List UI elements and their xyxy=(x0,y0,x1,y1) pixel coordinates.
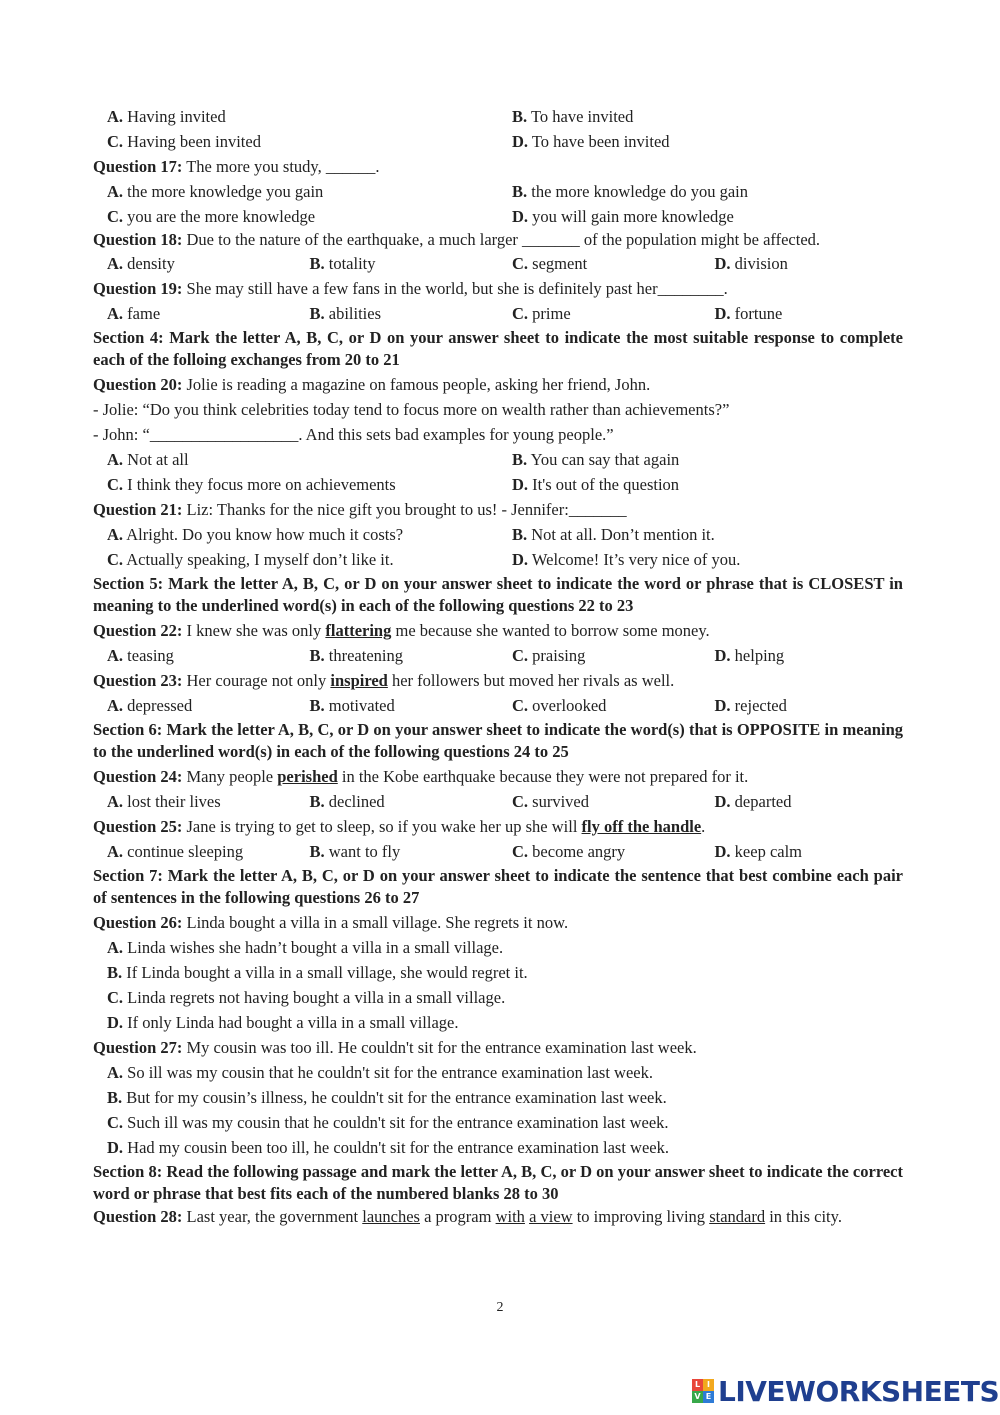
q23-option-c[interactable]: C. overlooked xyxy=(512,696,607,715)
q17-options-row-1 xyxy=(93,179,903,204)
q17-option-c[interactable]: C. you are the more knowledge xyxy=(107,207,316,226)
q27-option-c-row xyxy=(93,1110,903,1135)
q21-option-a[interactable]: A. Alright. Do you know how much it costs? xyxy=(107,525,404,544)
liveworksheets-logo xyxy=(692,1374,999,1408)
q27-option-d-row xyxy=(93,1135,903,1160)
q21-option-d[interactable]: D. Welcome! It’s very nice of you. xyxy=(512,550,741,569)
q27-option-b[interactable]: B. But for my cousin’s illness, he couldn't sit for the entrance examination last week. xyxy=(107,1088,667,1107)
q17-option-d[interactable]: D. you will gain more knowledge xyxy=(512,207,734,226)
q27-option-d[interactable]: D. Had my cousin been too ill, he couldn't sit for the entrance examination last week. xyxy=(107,1138,669,1157)
q22-option-c[interactable]: C. praising xyxy=(512,646,586,665)
q24-option-a[interactable]: A. lost their lives xyxy=(107,792,221,811)
q18-option-d[interactable]: D. division xyxy=(714,254,788,273)
q26-option-b-row xyxy=(93,960,903,985)
question-18: Question 18: Due to the nature of the earthquake, a much larger _______ of the population might be affected. xyxy=(93,230,821,249)
q25-option-b[interactable]: B. want to fly xyxy=(309,842,401,861)
q21-option-b[interactable]: B. Not at all. Don’t mention it. xyxy=(512,525,715,544)
q24-option-d[interactable]: D. departed xyxy=(714,792,792,811)
q26-option-b[interactable]: B. If Linda bought a villa in a small village, she would regret it. xyxy=(107,963,528,982)
q26-option-c[interactable]: C. Linda regrets not having bought a villa in a small village. xyxy=(107,988,506,1007)
q17-options-row-2 xyxy=(93,204,903,229)
q19-option-a[interactable]: A. fame xyxy=(107,304,161,323)
q23-options xyxy=(93,693,903,718)
q27-option-b-row xyxy=(93,1085,903,1110)
q25-option-a[interactable]: A. continue sleeping xyxy=(107,842,244,861)
logo-mark-l: L xyxy=(692,1379,703,1391)
question-17: Question 17: The more you study, ______. xyxy=(93,157,380,176)
q23-option-d[interactable]: D. rejected xyxy=(714,696,787,715)
question-25: Question 25: Jane is trying to get to sleep, so if you wake her up she will fly off the handle. xyxy=(93,817,706,836)
question-21: Question 21: Liz: Thanks for the nice gift you brought to us! - Jennifer:_______ xyxy=(93,500,627,519)
question-27: Question 27: My cousin was too ill. He couldn't sit for the entrance examination last week. xyxy=(93,1038,697,1057)
q25-options xyxy=(93,839,903,864)
q20-john-line: - John: “__________________. And this sets bad examples for young people.” xyxy=(93,425,614,444)
q22-option-a[interactable]: A. teasing xyxy=(107,646,174,665)
question-20: Question 20: Jolie is reading a magazine on famous people, asking her friend, John. xyxy=(93,375,651,394)
q20-options-row-2 xyxy=(93,472,903,497)
q27-option-c[interactable]: C. Such ill was my cousin that he couldn't sit for the entrance examination last week. xyxy=(107,1113,669,1132)
q16-option-b[interactable]: B. To have invited xyxy=(512,107,634,126)
q25-option-d[interactable]: D. keep calm xyxy=(714,842,803,861)
section-5-heading: Section 5: Mark the letter A, B, C, or D on your answer sheet to indicate the word or phrase that is CLOSEST in meaning to the underlined word(s) in each of the following questions 22 to 23 xyxy=(93,574,903,615)
q18-option-a[interactable]: A. density xyxy=(107,254,175,273)
q27-option-a-row xyxy=(93,1060,903,1085)
q23-option-a[interactable]: A. depressed xyxy=(107,696,193,715)
q20-option-d[interactable]: D. It's out of the question xyxy=(512,475,680,494)
q17-option-b[interactable]: B. the more knowledge do you gain xyxy=(512,182,749,201)
logo-mark-i: I xyxy=(703,1379,714,1391)
section-8-heading: Section 8: Read the following passage and mark the letter A, B, C, or D on your answer sheet to indicate the correct word or phrase that best fits each of the numbered blanks 28 to 30 xyxy=(93,1162,903,1203)
q20-option-b[interactable]: B. You can say that again xyxy=(512,450,680,469)
logo-mark-icon xyxy=(692,1379,714,1403)
q22-options xyxy=(93,643,903,668)
q16-options-row-1 xyxy=(93,104,903,129)
q24-option-b[interactable]: B. declined xyxy=(309,792,385,811)
q26-option-c-row xyxy=(93,985,903,1010)
question-22: Question 22: I knew she was only flattering me because she wanted to borrow some money. xyxy=(93,621,710,640)
q16-options-row-2 xyxy=(93,129,903,154)
q26-option-d[interactable]: D. If only Linda had bought a villa in a small village. xyxy=(107,1013,459,1032)
q26-option-a[interactable]: A. Linda wishes she hadn’t bought a villa in a small village. xyxy=(107,938,504,957)
question-28: Question 28: Last year, the government launches a program with a view to improving living standard in this city. xyxy=(93,1207,842,1226)
q20-option-c[interactable]: C. I think they focus more on achievements xyxy=(107,475,396,494)
q23-option-b[interactable]: B. motivated xyxy=(309,696,395,715)
q27-option-a[interactable]: A. So ill was my cousin that he couldn't sit for the entrance examination last week. xyxy=(107,1063,653,1082)
q18-options xyxy=(93,251,903,276)
q20-option-a[interactable]: A. Not at all xyxy=(107,450,189,469)
section-7-heading: Section 7: Mark the letter A, B, C, or D on your answer sheet to indicate the sentence that best combine each pair of sentences in the following questions 26 to 27 xyxy=(93,866,903,907)
q22-option-b[interactable]: B. threatening xyxy=(309,646,403,665)
q19-option-c[interactable]: C. prime xyxy=(512,304,571,323)
q19-option-b[interactable]: B. abilities xyxy=(309,304,382,323)
question-19: Question 19: She may still have a few fans in the world, but she is definitely past her________. xyxy=(93,279,728,298)
logo-mark-e: E xyxy=(703,1391,714,1403)
question-26: Question 26: Linda bought a villa in a small village. She regrets it now. xyxy=(93,913,569,932)
q19-option-d[interactable]: D. fortune xyxy=(714,304,783,323)
page-number: 2 xyxy=(496,1300,504,1315)
q21-options-row-1 xyxy=(93,522,903,547)
worksheet-page xyxy=(93,104,903,1228)
q21-options-row-2 xyxy=(93,547,903,572)
q26-option-d-row xyxy=(93,1010,903,1035)
q19-options xyxy=(93,301,903,326)
question-23: Question 23: Her courage not only inspired her followers but moved her rivals as well. xyxy=(93,671,675,690)
q20-jolie-line: - Jolie: “Do you think celebrities today tend to focus more on wealth rather than achievements?” xyxy=(93,400,730,419)
q16-option-a[interactable]: A. Having invited xyxy=(107,107,226,126)
q16-option-c[interactable]: C. Having been invited xyxy=(107,132,261,151)
q24-options xyxy=(93,789,903,814)
q26-option-a-row xyxy=(93,935,903,960)
logo-text: LIVEWORKSHEETS xyxy=(718,1374,1000,1408)
q20-options-row-1 xyxy=(93,447,903,472)
q24-option-c[interactable]: C. survived xyxy=(512,792,589,811)
section-4-heading: Section 4: Mark the letter A, B, C, or D on your answer sheet to indicate the most suitable response to complete each of the folloing exchanges from 20 to 21 xyxy=(93,328,903,369)
q21-option-c[interactable]: C. Actually speaking, I myself don’t like it. xyxy=(107,550,394,569)
q18-option-c[interactable]: C. segment xyxy=(512,254,588,273)
logo-mark-v: V xyxy=(692,1391,703,1403)
question-24: Question 24: Many people perished in the Kobe earthquake because they were not prepared for it. xyxy=(93,767,749,786)
q25-option-c[interactable]: C. become angry xyxy=(512,842,626,861)
q18-option-b[interactable]: B. totality xyxy=(309,254,376,273)
q16-option-d[interactable]: D. To have been invited xyxy=(512,132,670,151)
q22-option-d[interactable]: D. helping xyxy=(714,646,785,665)
section-6-heading: Section 6: Mark the letter A, B, C, or D on your answer sheet to indicate the word(s) that is OPPOSITE in meaning to the underlined word(s) in each of the following questions 24 to 25 xyxy=(93,720,903,761)
q17-option-a[interactable]: A. the more knowledge you gain xyxy=(107,182,324,201)
